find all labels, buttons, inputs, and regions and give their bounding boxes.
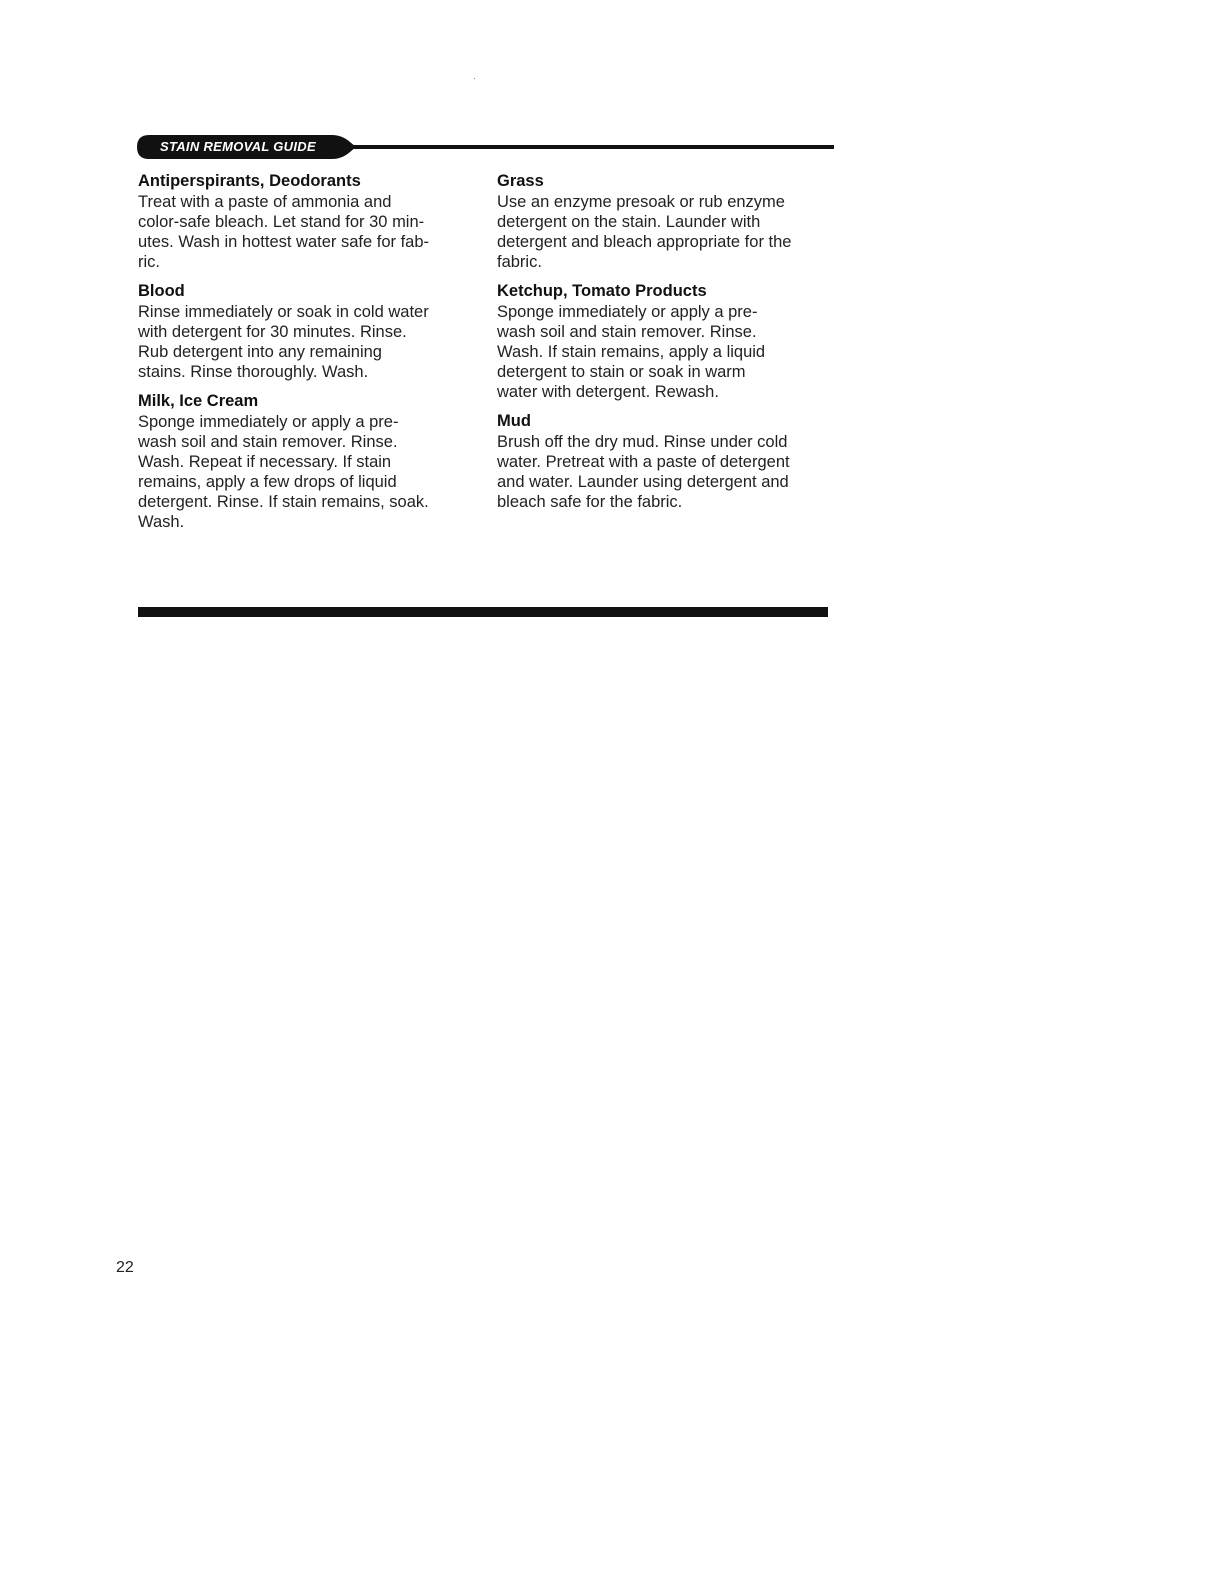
bottom-rule [138,607,828,617]
section-header [136,134,834,160]
instruction-line: Brush off the dry mud. Rinse under cold [497,433,788,451]
instruction-line: Rub detergent into any remaining [138,343,382,361]
instruction-line: and water. Launder using detergent and [497,473,789,491]
instruction-line: stains. Rinse thoroughly. Wash. [138,363,369,381]
stain-title: Blood [138,282,185,300]
instruction-line: with detergent for 30 minutes. Rinse. [138,323,407,341]
instruction-line: Wash. Repeat if necessary. If stain [138,453,392,471]
instruction-line: Use an enzyme presoak or rub enzyme [497,193,785,211]
instruction-line: remains, apply a few drops of liquid [138,473,397,491]
left-column [138,170,483,540]
instruction-line: water. Pretreat with a paste of detergent [497,453,790,471]
instruction-line: fabric. [497,253,542,271]
instruction-line: detergent to stain or soak in warm [497,363,746,381]
stray-mark [474,78,475,79]
instruction-line: Wash. If stain remains, apply a liquid [497,343,766,361]
stain-instructions [497,192,842,272]
stain-title: Antiperspirants, Deodorants [138,172,361,190]
stain-instructions [138,192,483,272]
stain-entry [497,410,842,512]
stain-title: Mud [497,412,531,430]
stain-title: Grass [497,172,544,190]
stain-instructions [497,302,842,402]
stain-instructions [138,412,483,532]
instruction-line: Treat with a paste of ammonia and [138,193,392,211]
section-label: STAIN REMOVAL GUIDE [160,139,316,154]
instruction-line: Sponge immediately or apply a pre- [138,413,399,431]
instruction-line: Rinse immediately or soak in cold water [138,303,429,321]
instruction-line: detergent and bleach appropriate for the [497,233,792,251]
right-column [497,170,842,520]
stain-entry [497,170,842,272]
stain-title: Milk, Ice Cream [138,392,259,410]
stain-instructions [138,302,483,382]
stain-entry [138,390,483,532]
instruction-line: wash soil and stain remover. Rinse. [138,433,398,451]
instruction-line: ric. [138,253,160,271]
instruction-line: utes. Wash in hottest water safe for fab- [138,233,430,251]
instruction-line: wash soil and stain remover. Rinse. [497,323,757,341]
stain-instructions [497,432,842,512]
header-rule [336,145,834,149]
stain-entry [138,280,483,382]
instruction-line: detergent on the stain. Launder with [497,213,761,231]
instruction-line: bleach safe for the fabric. [497,493,683,511]
instruction-line: detergent. Rinse. If stain remains, soak. [138,493,429,511]
instruction-line: water with detergent. Rewash. [497,383,719,401]
stain-entry [138,170,483,272]
page-number: 22 [116,1259,134,1276]
instruction-line: Sponge immediately or apply a pre- [497,303,758,321]
stain-entry [497,280,842,402]
instruction-line: color-safe bleach. Let stand for 30 min- [138,213,425,231]
stain-title: Ketchup, Tomato Products [497,282,707,300]
instruction-line: Wash. [138,513,185,531]
